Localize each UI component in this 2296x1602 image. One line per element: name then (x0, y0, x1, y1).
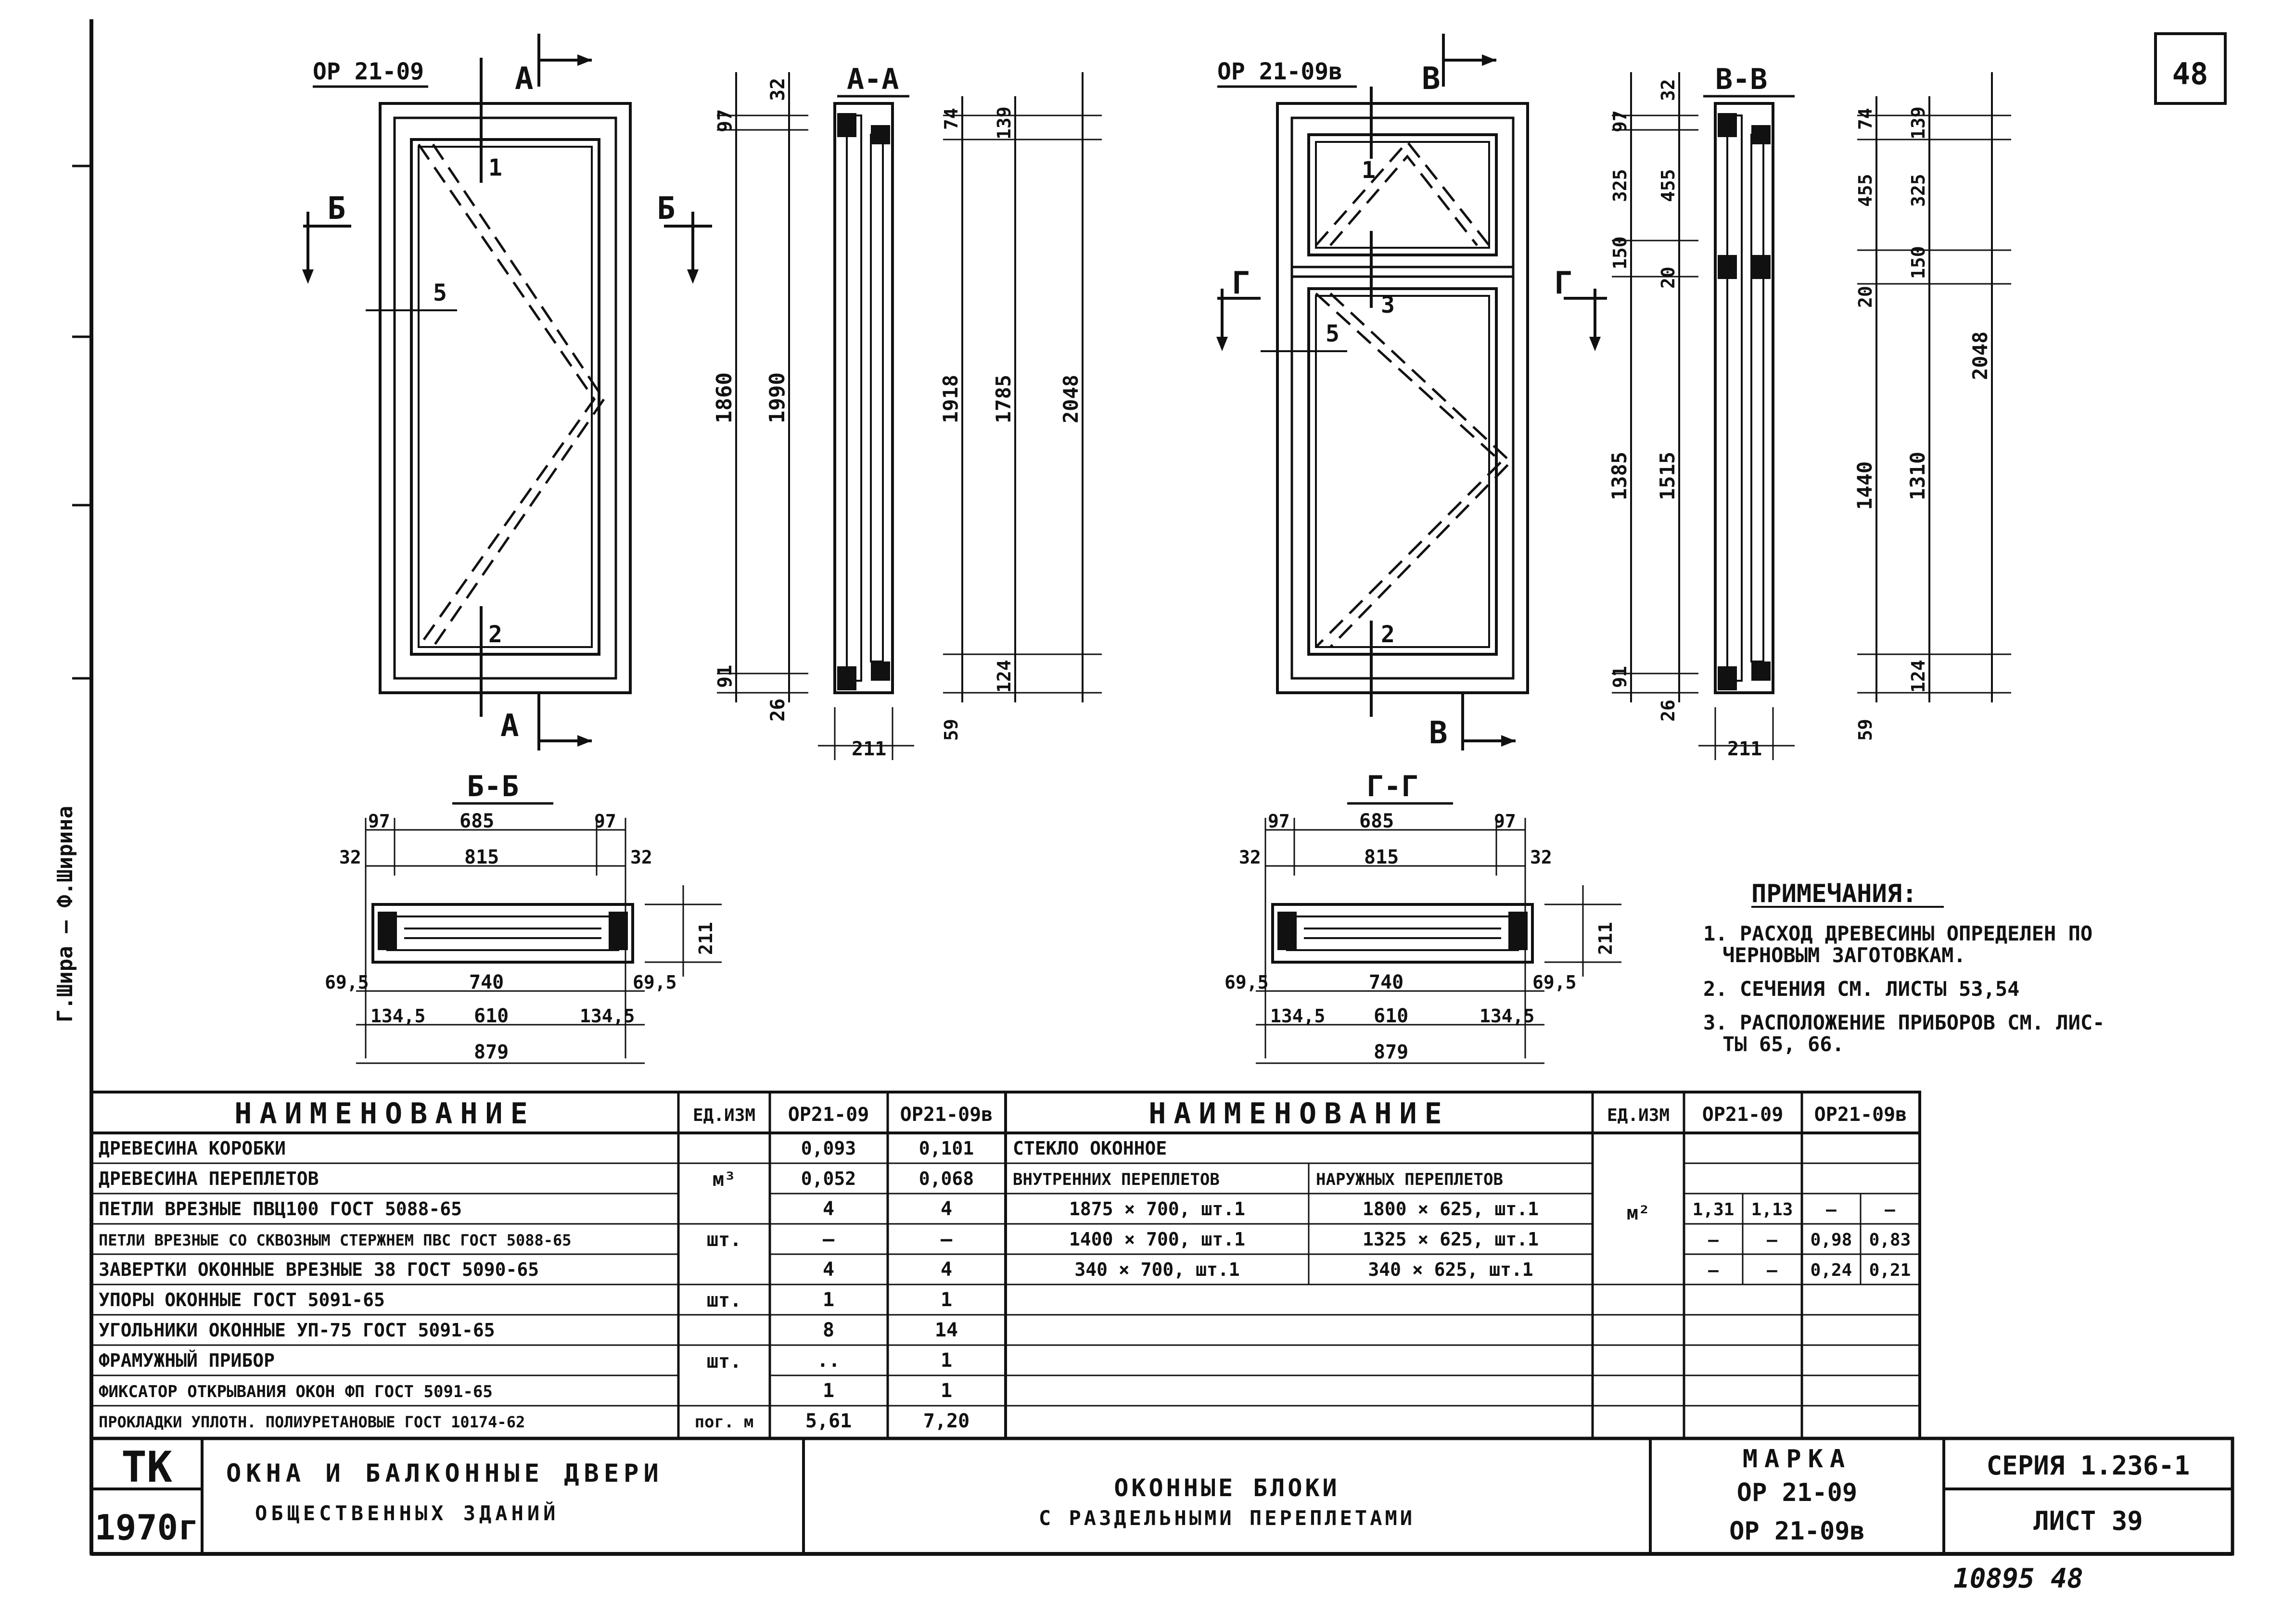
vertical-dimensions-left (712, 72, 808, 722)
vertical-dimensions-right (1607, 72, 1698, 722)
plan-g-dim-740: 740 (1369, 971, 1404, 993)
spec-row-2-a: 4 (822, 1198, 835, 1220)
section-v-v (1698, 63, 1795, 760)
spec-row-1-a: 0,052 (801, 1168, 856, 1189)
glass-row-0-a1: 1,31 (1692, 1200, 1735, 1220)
vertical-dimensions-v-v (1853, 72, 2011, 741)
glass-row-2-a1: – (1708, 1260, 1719, 1280)
spec-row-0-b: 0,101 (918, 1138, 974, 1159)
glass-title: СТЕКЛО ОКОННОЕ (1013, 1138, 1167, 1159)
spec-row-3-name: ПЕТЛИ ВРЕЗНЫЕ СО СКВОЗНЫМ СТЕРЖНЕМ ПВС ГОСТ 5088-65 (99, 1231, 572, 1249)
plan-g-dim-69-5-left: 69,5 (1225, 972, 1269, 993)
plan-g-dim-879: 879 (1374, 1041, 1409, 1063)
spec-row-9-name: ПРОКЛАДКИ УПЛОТН. ПОЛИУРЕТАНОВЫЕ ГОСТ 10174-62 (99, 1413, 525, 1431)
glass-row-2-b1: 0,24 (1810, 1260, 1852, 1280)
plan-b-dim-211: 211 (695, 922, 716, 955)
dim-20-right: 20 (1658, 267, 1679, 289)
section-letter-g-right: Г (1554, 266, 1573, 301)
spec-row-7-name: ФРАМУЖНЫЙ ПРИБОР (99, 1350, 275, 1371)
note-line-1: 1. РАСХОД ДРЕВЕСИНЫ ОПРЕДЕЛЕН ПО (1703, 922, 2093, 945)
door-elevation-or-21-09 (302, 34, 712, 750)
note-line-4: 3. РАСПОЛОЖЕНИЕ ПРИБОРОВ СМ. ЛИС- (1703, 1011, 2105, 1034)
spec-row-7-b: 1 (940, 1349, 953, 1372)
plan-b-dim-69-5-right: 69,5 (633, 972, 677, 993)
glass-row-0-a2: 1,13 (1751, 1200, 1793, 1220)
plan-b-dim-685: 685 (459, 810, 495, 832)
dim-139-aa: 139 (994, 106, 1015, 140)
glass-row-2-b2: 0,21 (1869, 1260, 1911, 1280)
section-letter-v-top: В (1422, 61, 1441, 97)
dim-455-vv: 455 (1855, 174, 1876, 207)
glass-row-1-b2: 0,83 (1869, 1230, 1911, 1250)
spec-row-5-name: УПОРЫ ОКОННЫЕ ГОСТ 5091-65 (99, 1289, 385, 1310)
marka-or-21-09: ОР 21-09 (1736, 1478, 1858, 1507)
plan-g-dim-610: 610 (1374, 1005, 1409, 1027)
glass-row-0-b2: – (1885, 1200, 1895, 1220)
door-title-right: ОР 21-09в (1217, 58, 1343, 85)
table-left-header-or2109v: ОР21-09в (900, 1104, 993, 1126)
plan-b-dim-879: 879 (474, 1041, 509, 1063)
plan-g-dim-97-right: 97 (1494, 811, 1516, 832)
glass-row-0-inner: 1875 × 700, шт.1 (1069, 1198, 1246, 1220)
plan-g-dim-32-right: 32 (1530, 847, 1552, 868)
spec-row-9-unit: пог. м (694, 1412, 754, 1432)
notes-title: ПРИМЕЧАНИЯ: (1751, 879, 1917, 908)
plan-section-g-g (1225, 770, 1621, 1063)
spec-row-9-b: 7,20 (923, 1410, 970, 1432)
dim-20-vv: 20 (1855, 286, 1876, 308)
section-title-a-a: А-А (847, 63, 899, 96)
plan-b-dim-134-5-right: 134,5 (580, 1005, 635, 1027)
drawing-name-line-1: ОКОННЫЕ БЛОКИ (1114, 1474, 1340, 1502)
dim-150-right: 150 (1609, 236, 1631, 269)
table-right-header-or2109: ОР21-09 (1702, 1104, 1784, 1126)
dim-1785-aa: 1785 (992, 374, 1015, 423)
vertical-dimensions-a-a (939, 72, 1102, 741)
dim-124-vv: 124 (1908, 660, 1929, 693)
section-letter-b-left: Б (327, 191, 346, 227)
glass-inner-header: ВНУТРЕННИХ ПЕРЕПЛЕТОВ (1013, 1170, 1220, 1189)
callout-5-left: 5 (433, 280, 447, 306)
series-code: СЕРИЯ 1.236-1 (1986, 1450, 2190, 1481)
glass-row-0-b1: – (1826, 1200, 1837, 1220)
section-letter-b-right: Б (657, 191, 676, 227)
door-elevation-or-21-09v (1216, 34, 1607, 751)
spec-row-8-a: 1 (822, 1380, 835, 1402)
section-width-v-v: 211 (1727, 738, 1762, 760)
spec-row-8-b: 1 (940, 1380, 953, 1402)
section-title-v-v: В-В (1715, 63, 1768, 96)
dim-74-vv: 74 (1855, 108, 1876, 130)
dim-91-left: 91 (714, 664, 736, 688)
spec-row-3-b: – (940, 1228, 953, 1250)
spec-row-8-name: ФИКСАТОР ОТКРЫВАНИЯ ОКОН ФП ГОСТ 5091-65 (99, 1382, 493, 1401)
plan-g-dim-815: 815 (1364, 846, 1399, 868)
glass-row-1-inner: 1400 × 700, шт.1 (1069, 1229, 1246, 1250)
plan-b-dim-97-right: 97 (594, 811, 616, 832)
plan-g-dim-134-5-right: 134,5 (1480, 1005, 1535, 1027)
dim-1515-right: 1515 (1656, 451, 1679, 500)
spec-row-2-name: ПЕТЛИ ВРЕЗНЫЕ ПВЦ100 ГОСТ 5088-65 (99, 1198, 462, 1220)
dim-2048-aa: 2048 (1059, 374, 1083, 423)
callout-5-right: 5 (1326, 320, 1339, 347)
glass-row-2-inner: 340 × 700, шт.1 (1074, 1259, 1240, 1280)
plan-b-dim-740: 740 (469, 971, 504, 993)
dim-1990-left: 1990 (765, 372, 790, 423)
plan-b-dim-815: 815 (464, 846, 499, 868)
spec-unit-m3: м³ (712, 1169, 736, 1191)
sheet-number: ЛИСТ 39 (2033, 1506, 2143, 1536)
handwritten-inventory-number: 10895 48 (1953, 1563, 2083, 1594)
dim-26-right: 26 (1658, 699, 1679, 722)
spec-row-5-b: 1 (940, 1289, 953, 1311)
plan-g-dim-685: 685 (1359, 810, 1394, 832)
tk-code: ТК (121, 1442, 172, 1492)
callout-2-left: 2 (488, 621, 502, 648)
glass-row-2-outer: 340 × 625, шт.1 (1368, 1259, 1533, 1280)
spec-row-5-a: 1 (822, 1289, 835, 1311)
plan-b-dim-69-5-left: 69,5 (325, 972, 369, 993)
plan-g-dim-32-left: 32 (1239, 847, 1261, 868)
glass-row-1-a2: – (1767, 1230, 1777, 1250)
dim-59-aa: 59 (941, 719, 962, 741)
dim-97-left: 97 (714, 109, 736, 132)
spec-row-4-name: ЗАВЕРТКИ ОКОННЫЕ ВРЕЗНЫЕ 38 ГОСТ 5090-65 (99, 1259, 539, 1280)
spec-unit-sht-2: шт. (706, 1289, 742, 1311)
spec-row-6-b: 14 (934, 1319, 958, 1341)
spec-unit-sht-3: шт. (706, 1350, 742, 1373)
dim-139-vv: 139 (1908, 106, 1929, 140)
marka-or-21-09v: ОР 21-09в (1729, 1517, 1865, 1546)
dim-455-right: 455 (1658, 169, 1679, 202)
spec-row-1-b: 0,068 (918, 1168, 974, 1189)
callout-1-right: 1 (1362, 157, 1376, 184)
note-line-3: 2. СЕЧЕНИЯ СМ. ЛИСТЫ 53,54 (1703, 977, 2020, 1001)
spec-row-4-b: 4 (940, 1259, 953, 1281)
margin-signature-text: Г.Шира — Ф.Ширина (53, 805, 77, 1023)
section-width-a-a: 211 (852, 738, 887, 760)
plan-g-dim-134-5-left: 134,5 (1270, 1005, 1326, 1027)
glass-row-1-outer: 1325 × 625, шт.1 (1362, 1229, 1539, 1250)
dim-325-right: 325 (1609, 169, 1631, 202)
door-title-left: ОР 21-09 (313, 58, 424, 85)
glass-outer-header: НАРУЖНЫХ ПЕРЕПЛЕТОВ (1316, 1170, 1503, 1189)
callout-2-right: 2 (1381, 621, 1395, 648)
subject-line-1: ОКНА И БАЛКОННЫЕ ДВЕРИ (226, 1459, 663, 1488)
dim-97-right: 97 (1609, 110, 1631, 132)
plan-title-b-b: Б-Б (467, 770, 519, 803)
plan-b-dim-610: 610 (474, 1005, 509, 1027)
dim-1860-left: 1860 (712, 372, 737, 423)
plan-b-dim-97-left: 97 (368, 811, 390, 832)
title-block (91, 1438, 2232, 1554)
section-letter-a-top: А (515, 61, 534, 97)
dim-74-aa: 74 (941, 108, 962, 130)
glass-row-0-outer: 1800 × 625, шт.1 (1362, 1198, 1539, 1220)
dim-1385-right: 1385 (1607, 451, 1631, 500)
section-a-a (818, 63, 914, 760)
table-right-header-or2109v: ОР21-09в (1814, 1104, 1907, 1126)
spec-table-right (1006, 1092, 1920, 1438)
dim-32-left: 32 (767, 77, 789, 101)
spec-row-3-a: – (822, 1228, 835, 1250)
dim-59-vv: 59 (1855, 719, 1876, 741)
dim-91-right: 91 (1609, 666, 1631, 688)
table-left-header-name: НАИМЕНОВАНИЕ (234, 1097, 536, 1131)
spec-unit-sht-1: шт. (706, 1229, 742, 1251)
dim-1310-vv: 1310 (1906, 451, 1929, 500)
section-letter-a-bottom: А (500, 708, 519, 744)
plan-title-g-g: Г-Г (1366, 770, 1419, 803)
plan-b-dim-32-right: 32 (630, 847, 652, 868)
dim-1440-vv: 1440 (1853, 461, 1876, 510)
spec-row-6-a: 8 (822, 1319, 835, 1341)
callout-3-right: 3 (1381, 292, 1395, 318)
year: 1970г (94, 1507, 199, 1548)
notes-block (1703, 879, 2105, 1056)
spec-row-0-a: 0,093 (801, 1138, 856, 1159)
page-number: 48 (2172, 56, 2208, 91)
glass-row-2-a2: – (1767, 1260, 1777, 1280)
glass-row-1-b1: 0,98 (1810, 1230, 1852, 1250)
spec-table-left (91, 1092, 1006, 1438)
table-left-header-or2109: ОР21-09 (788, 1104, 869, 1126)
spec-row-7-a: .. (816, 1349, 841, 1372)
dim-32-right: 32 (1658, 79, 1679, 101)
plan-section-b-b (325, 770, 722, 1063)
dim-325-vv: 325 (1908, 174, 1929, 207)
glass-row-1-a1: – (1708, 1230, 1719, 1250)
section-letter-g-left: Г (1232, 266, 1250, 301)
dim-2048-vv: 2048 (1968, 331, 1992, 380)
marka-label: МАРКА (1742, 1445, 1852, 1474)
spec-row-2-b: 4 (940, 1198, 953, 1220)
callout-1-left: 1 (488, 154, 502, 181)
table-right-header-name: НАИМЕНОВАНИЕ (1148, 1097, 1450, 1131)
spec-row-6-name: УГОЛЬНИКИ ОКОННЫЕ УП-75 ГОСТ 5091-65 (99, 1320, 495, 1341)
dim-124-aa: 124 (994, 660, 1015, 693)
door-sash-left (411, 140, 599, 654)
note-line-2: ЧЕРНОВЫМ ЗАГОТОВКАМ. (1722, 943, 1966, 967)
table-left-header-unit: ЕД.ИЗМ (692, 1106, 756, 1125)
dim-1918-aa: 1918 (939, 374, 962, 423)
section-letter-v-bottom: В (1429, 715, 1448, 751)
plan-g-dim-69-5-right: 69,5 (1532, 972, 1577, 993)
spec-row-0-name: ДРЕВЕСИНА КОРОБКИ (99, 1138, 286, 1159)
dim-26-left: 26 (767, 698, 789, 722)
subject-line-2: ОБЩЕСТВЕННЫХ ЗДАНИЙ (255, 1501, 560, 1525)
drawing-name-line-2: С РАЗДЕЛЬНЫМИ ПЕРЕПЛЕТАМИ (1038, 1506, 1416, 1530)
spec-row-4-a: 4 (822, 1259, 835, 1281)
plan-g-dim-211: 211 (1595, 922, 1616, 955)
spec-row-9-a: 5,61 (805, 1410, 852, 1432)
plan-b-dim-32-left: 32 (339, 847, 361, 868)
dim-150-vv: 150 (1908, 246, 1929, 279)
note-line-5: ТЫ 65, 66. (1722, 1032, 1844, 1056)
glass-unit-m2: м² (1626, 1202, 1650, 1224)
spec-row-1-name: ДРЕВЕСИНА ПЕРЕПЛЕТОВ (99, 1168, 319, 1189)
plan-b-dim-134-5-left: 134,5 (370, 1005, 426, 1027)
table-right-header-unit: ЕД.ИЗМ (1607, 1106, 1670, 1125)
plan-g-dim-97-left: 97 (1268, 811, 1290, 832)
